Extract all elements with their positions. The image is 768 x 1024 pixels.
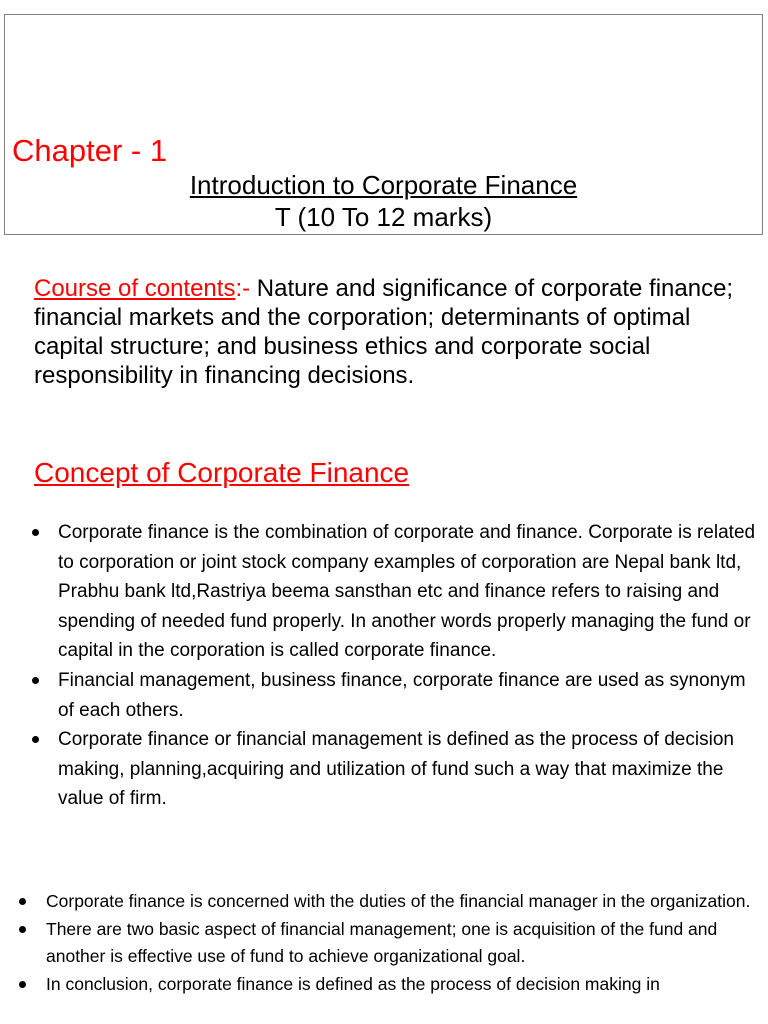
bullet-icon	[19, 981, 26, 988]
concept-bullet-list	[58, 518, 758, 814]
bullet-text: Corporate finance is concerned with the duties of the financial manager in the organization.	[46, 891, 751, 911]
course-of-contents	[34, 274, 744, 390]
bullet-text: In conclusion, corporate finance is defined as the process of decision making in	[46, 973, 660, 994]
bullet-icon	[19, 898, 26, 905]
bullet-text: Corporate finance or financial management is defined as the process of decision making, planning,acquiring and utilization of fund such a way that maximize the value of firm.	[58, 729, 734, 810]
chapter-subtitle: Introduction to Corporate Finance	[189, 170, 578, 200]
list-item	[58, 725, 758, 814]
bullet-icon	[32, 677, 39, 684]
concept-heading: Concept of Corporate Finance	[34, 457, 410, 488]
bullet-icon	[19, 926, 26, 933]
course-text: Nature and significance of corporate finance; financial markets and the corporation; determinants of optimal capital structure; and business ethics and corporate social responsibility in financing decisions.	[34, 275, 734, 389]
bullet-text: There are two basic aspect of financial management; one is acquisition of the fund and another is effective use of fund to achieve organizational goal.	[46, 918, 718, 966]
bullet-text: Financial management, business finance, corporate finance are used as synonym of each others.	[58, 669, 746, 721]
list-item	[58, 666, 758, 725]
list-item	[46, 916, 758, 971]
course-label: Course of contents	[34, 275, 236, 302]
bullet-icon	[32, 736, 39, 743]
chapter-marks: T (10 To 12 marks)	[274, 202, 493, 232]
course-separator: :-	[235, 275, 251, 302]
title-slide	[4, 14, 763, 235]
additional-bullet-list	[46, 888, 758, 998]
chapter-heading: Chapter - 1	[12, 133, 168, 168]
list-item	[58, 518, 758, 666]
bullet-text: Corporate finance is the combination of corporate and finance. Corporate is related to corporation or joint stock company examples of corporation are Nepal bank ltd, Prabhu bank ltd,Rastriya beema sansthan etc and finance refers to raising and spending of needed fund properly. In another words properly managing the fund or capital in the corporation is called corporate finance.	[58, 522, 756, 662]
list-item	[46, 971, 758, 999]
list-item	[46, 888, 758, 916]
bullet-icon	[32, 529, 39, 536]
